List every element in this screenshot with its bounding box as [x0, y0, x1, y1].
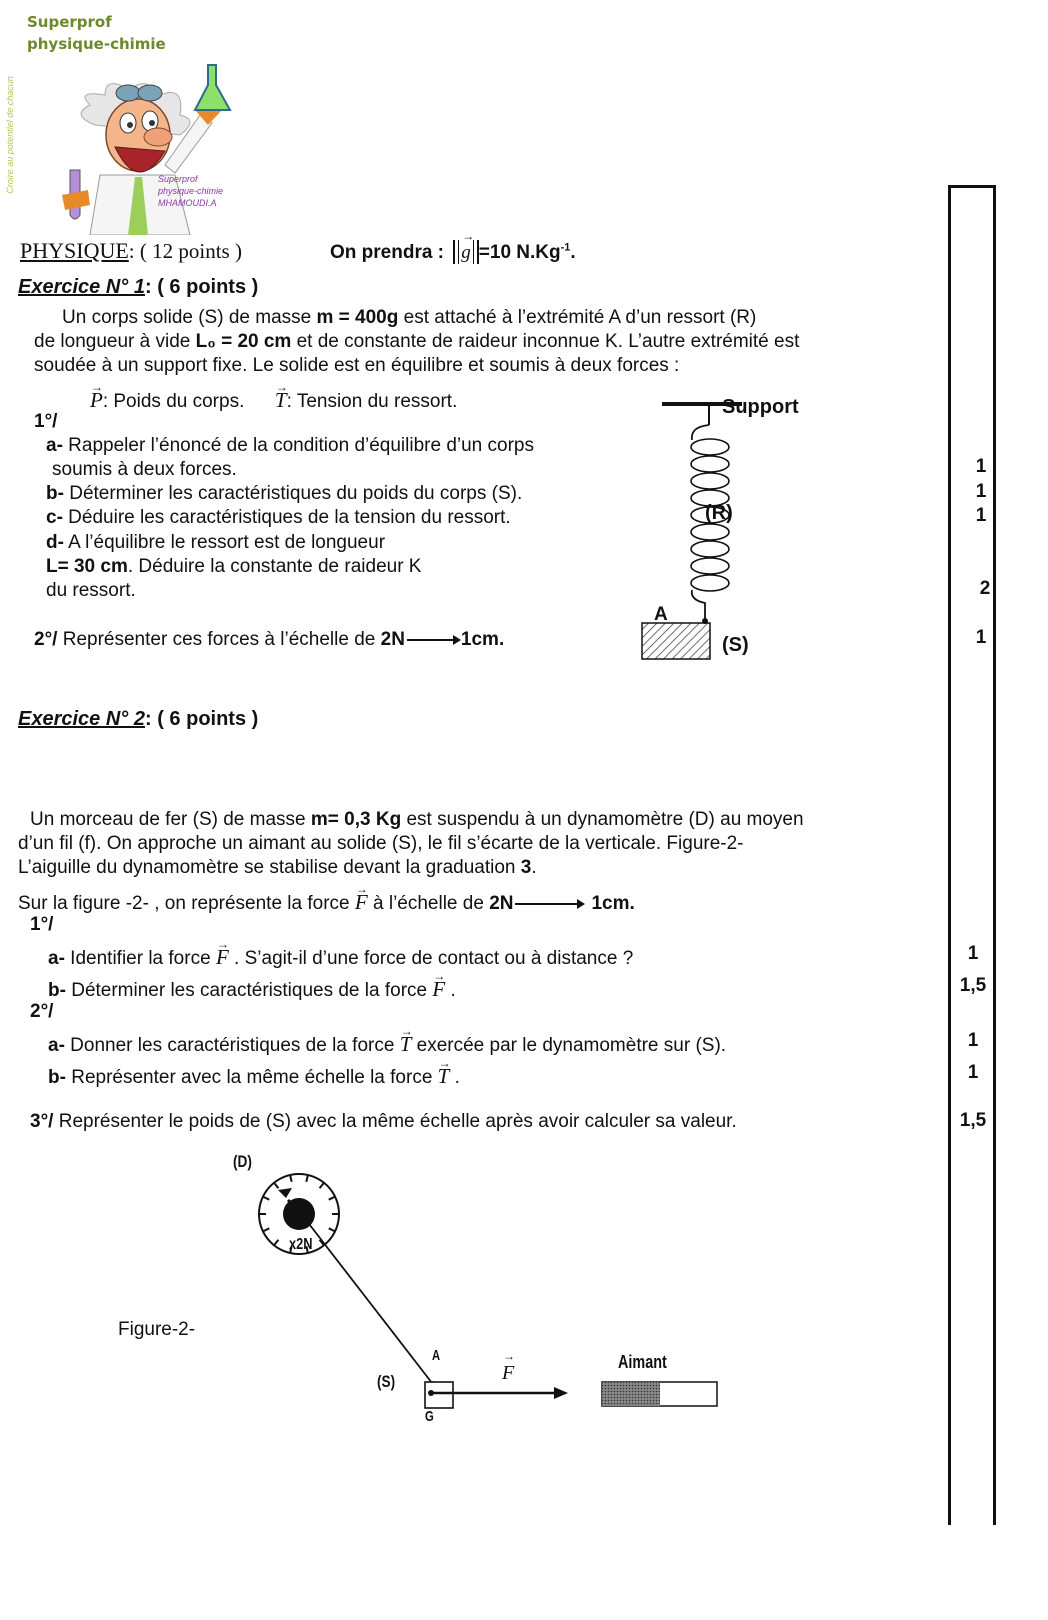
ex1-q1d-cont2: du ressort.	[46, 580, 136, 601]
figure-2-caption: Figure-2-	[118, 1319, 196, 1340]
ex1-title: Exercice N° 1	[18, 276, 145, 298]
ex2-title: Exercice N° 2	[18, 708, 145, 730]
force-p-desc: : Poids du corps.	[102, 391, 245, 412]
logo-sub-line2: physique-chimie	[158, 186, 224, 196]
magnet-label: Aimant	[618, 1352, 667, 1372]
spring-coil	[691, 456, 729, 472]
ex2-heading	[18, 707, 258, 731]
solid-label: (S)	[722, 634, 749, 656]
ex2-q3: 3°/ Représenter le poids de (S) avec la même échelle après avoir calculer sa valeur.	[30, 1111, 737, 1132]
spring-coil	[691, 541, 729, 557]
spring-coil	[691, 558, 729, 574]
section-header	[20, 238, 242, 264]
ex1-intro-line3: soudée à un support fixe. Le solide est en équilibre et soumis à deux forces :	[34, 355, 680, 376]
spring-figure	[630, 395, 830, 675]
given-end: .	[570, 242, 576, 263]
score-ex2-q2b: 1	[967, 1062, 979, 1083]
ex1-q1a-cont: soumis à deux forces.	[52, 459, 237, 480]
point-a-label: A	[654, 604, 668, 625]
given-prefix: On prendra :	[330, 242, 445, 263]
logo-slogan: Croire au potentiel de chacun	[5, 76, 15, 194]
spring-label: (R)	[705, 502, 733, 524]
ex2-scale-line: Sur la figure -2- , on représente la force → F à l’échelle de 2N 1cm.	[18, 888, 635, 916]
score-ex2-q3: 1,5	[959, 1110, 987, 1131]
logo-title-line1: Superprof	[27, 13, 112, 31]
given-exponent: -1	[560, 241, 571, 254]
logo-sub-line3: MHAMOUDI.A	[158, 198, 217, 208]
spring-coil	[691, 439, 729, 455]
logo	[0, 0, 250, 235]
ex2-intro-line3: L’aiguille du dynamomètre se stabilise devant la graduation 3.	[18, 857, 537, 878]
ex1-q1d-cont: L= 30 cm. Déduire la constante de raideur K	[46, 556, 422, 577]
score-ex1-q1a: 1	[975, 456, 987, 477]
fig2-force-f-label: → F	[502, 1360, 514, 1385]
fig2-point-a-label: A	[432, 1347, 441, 1364]
spring-coil	[691, 575, 729, 591]
ex1-q2: 2°/ Représenter ces forces à l’échelle de 2N 1cm.	[34, 629, 505, 650]
ex1-intro-line2: de longueur à vide L₀ = 20 cm et de constante de raideur inconnue K. L’autre extrémité est	[34, 331, 800, 352]
given-value: =10 N.Kg	[478, 242, 561, 263]
score-ex2-q1a: 1	[967, 943, 979, 964]
magnet-pole	[602, 1382, 660, 1406]
score-ex2-q2a: 1	[967, 1030, 979, 1051]
score-ex1-q2: 1	[975, 627, 987, 648]
logo-sub-line1: Superprof	[158, 174, 198, 184]
ex1-q1-label: 1°/	[34, 411, 58, 432]
ex2-points: : ( 6 points )	[144, 708, 259, 730]
ex2-intro-line2: d’un fil (f). On approche un aimant au solide (S), le fil s’écarte de la verticale. Figure-2-	[18, 833, 744, 854]
given-constant	[330, 240, 576, 264]
force-t-symbol: → T	[275, 386, 287, 412]
score-ex2-q1b: 1,5	[959, 975, 987, 996]
thread	[306, 1220, 432, 1383]
ex1-q1a: a- Rappeler l’énoncé de la condition d’équilibre d’un corps	[46, 435, 534, 456]
ex2-q1b: b- Déterminer les caractéristiques de la force → F .	[48, 975, 456, 1003]
ex2-q1-label: 1°/	[30, 914, 54, 935]
g-symbol: → g	[461, 240, 471, 264]
scale-arrow-icon	[515, 903, 583, 905]
ex2-intro-line1: Un morceau de fer (S) de masse m= 0,3 Kg est suspendu à un dynamomètre (D) au moyen	[30, 809, 804, 830]
ex2-q2-label: 2°/	[30, 1001, 54, 1022]
spring-coil	[691, 524, 729, 540]
section-points: : ( 12 points )	[128, 239, 242, 263]
score-ex1-q1c: 1	[975, 505, 987, 526]
ex1-q1b: b- Déterminer les caractéristiques du poids du corps (S).	[46, 483, 523, 504]
force-f-symbol: → F	[355, 888, 368, 914]
dial-unit-label: x2N	[289, 1236, 313, 1253]
score-column-frame	[948, 185, 996, 1525]
ex1-heading	[18, 275, 258, 299]
ex1-intro-line1: Un corps solide (S) de masse m = 400g est attaché à l’extrémité A d’un ressort (R)	[62, 307, 757, 328]
ex1-points: : ( 6 points )	[144, 276, 259, 298]
ex1-forces-legend	[90, 386, 457, 414]
figure-2	[220, 1150, 740, 1440]
dynamometer-label: (D)	[233, 1152, 252, 1171]
fig2-center-label: G	[425, 1408, 434, 1425]
scale-arrow-icon	[407, 639, 459, 641]
solid-block	[642, 623, 710, 659]
ex2-q2b: b- Représenter avec la même échelle la force → T .	[48, 1062, 460, 1090]
ex2-q2a: a- Donner les caractéristiques de la force → T exercée par le dynamomètre sur (S).	[48, 1030, 726, 1058]
ex1-q1d: d- A l’équilibre le ressort est de longueur	[46, 532, 386, 553]
spring-coil	[691, 473, 729, 489]
fig2-solid-label: (S)	[377, 1372, 396, 1391]
ex2-q1a: a- Identifier la force → F . S’agit-il d’une force de contact ou à distance ?	[48, 943, 633, 971]
logo-title-line2: physique-chimie	[27, 35, 166, 53]
support-label: Support	[722, 396, 799, 418]
force-p-symbol: → P	[90, 386, 103, 412]
section-title: PHYSIQUE	[20, 238, 129, 263]
g-norm	[453, 240, 479, 264]
force-t-desc: : Tension du ressort.	[286, 391, 458, 412]
ex1-q1c: c- Déduire les caractéristiques de la tension du ressort.	[46, 507, 511, 528]
score-ex1-q1b: 1	[975, 481, 987, 502]
score-ex1-q1d: 2	[979, 578, 991, 599]
